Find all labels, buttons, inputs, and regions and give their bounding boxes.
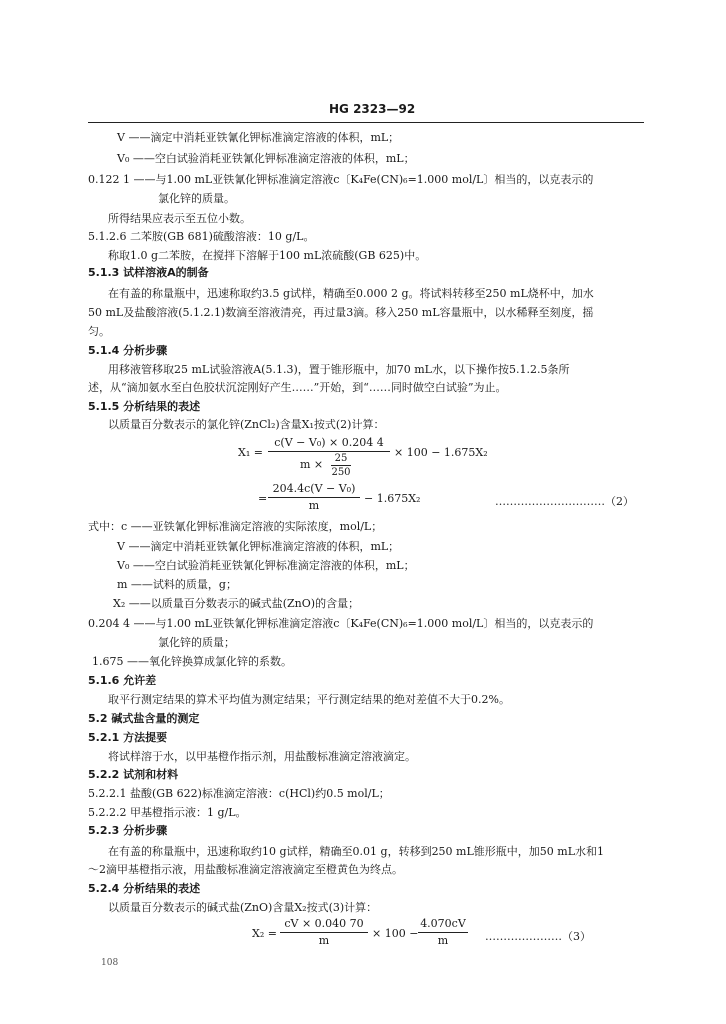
section-heading: 5.1.6 允许差 [88,674,157,687]
text-line: 用移液管移取25 mL试验溶液A(5.1.3)，置于锥形瓶中，加70 mL水，以下操作按5.1.2.5条所 [108,363,570,376]
eq-numerator: 4.070cV [420,917,466,930]
text-line: 在有盖的称量瓶中，迅速称取约3.5 g试样，精确至0.000 2 g。将试料转移至250 mL烧杯中，加水 [108,287,594,300]
text-line: 氯化锌的质量； [158,636,235,649]
eq-denominator: m [318,934,330,947]
eq-sub-numerator: 25 [334,453,348,464]
text-line: 匀。 [88,325,110,338]
eq-numerator: 204.4c(V − V₀) [272,482,356,495]
text-line: 在有盖的称量瓶中，迅速称取约10 g试样，精确至0.01 g，转移到250 mL锥形瓶中，加50 mL水和1 [108,845,605,858]
section-heading: 5.2 碱式盐含量的测定 [88,712,200,725]
text-line: 1.675 ——氧化锌换算成氯化锌的系数。 [92,655,292,668]
text-line: 以质量百分数表示的氯化锌(ZnCl₂)含量X₁按式(2)计算： [108,418,385,431]
fraction-bar [268,497,360,498]
eq-lhs: X₁ = [238,446,263,459]
eq-numerator: c(V − V₀) × 0.204 4 [274,436,384,449]
section-heading: 5.1.2.6 二苯胺(GB 681)硫酸溶液：10 g/L。 [88,230,315,243]
text-line: 述，从“滴加氨水至白色胶状沉淀刚好产生……”开始，到“……同时做空白试验”为止。 [88,381,507,394]
equation-number: …………………………（2） [495,495,634,508]
text-line: m ——试料的质量，g； [117,578,237,591]
header-rule [88,122,644,123]
text-line: 5.2.2.1 盐酸(GB 622)标准滴定溶液：c(HCl)约0.5 mol/L； [88,787,390,800]
section-heading: 5.2.1 方法提要 [88,731,168,744]
text-line: 0.122 1 ——与1.00 mL亚铁氰化钾标准滴定溶液c〔K₄Fe(CN)₆=1.000 mol/L〕相当的，以克表示的 [88,173,594,186]
section-heading: 5.2.2 试剂和材料 [88,768,179,781]
text-line: ～2滴甲基橙指示液，用盐酸标准滴定溶液滴定至橙黄色为终点。 [88,863,403,876]
document-header: HG 2323—92 [329,102,416,116]
eq-tail: − 1.675X₂ [364,492,421,505]
text-line: 5.2.2.2 甲基橙指示液：1 g/L。 [88,806,247,819]
page-number: 108 [101,958,119,968]
section-heading: 5.1.4 分析步骤 [88,344,168,357]
fraction-bar [418,932,468,933]
text-line: V₀ ——空白试验消耗亚铁氰化钾标准滴定溶液的体积，mL； [117,152,415,165]
section-heading: 5.1.3 试样溶液A的制备 [88,266,209,279]
text-line: 50 mL及盐酸溶液(5.1.2.1)数滴至溶液清亮，再过量3滴。移入250 mL容量瓶中，以水稀释至刻度，摇 [88,306,594,319]
eq-lhs: = [258,492,268,505]
text-line: V₀ ——空白试验消耗亚铁氰化钾标准滴定溶液的体积，mL； [117,559,415,572]
text-line: 所得结果应表示至五位小数。 [108,212,251,225]
text-line: V ——滴定中消耗亚铁氰化钾标准滴定溶液的体积，mL； [117,540,400,553]
text-line: 以质量百分数表示的碱式盐(ZnO)含量X₂按式(3)计算： [108,901,378,914]
section-heading: 5.2.3 分析步骤 [88,824,168,837]
text-line: 0.204 4 ——与1.00 mL亚铁氰化钾标准滴定溶液c〔K₄Fe(CN)₆=1.000 mol/L〕相当的，以克表示的 [88,617,594,630]
eq-mid: × 100 − [372,927,419,940]
equation-number: …………………（3） [485,930,591,943]
fraction-bar [280,932,368,933]
eq-lhs: X₂ = [252,927,277,940]
text-line: 式中：c ——亚铁氰化钾标准滴定溶液的实际浓度，mol/L； [88,520,383,533]
section-heading: 5.2.4 分析结果的表述 [88,882,201,895]
section-heading: 5.1.5 分析结果的表述 [88,400,201,413]
eq-sub-denominator: 250 [331,467,351,478]
text-line: 称取1.0 g二苯胺，在搅拌下溶解于100 mL浓硫酸(GB 625)中。 [108,249,427,262]
eq-tail: × 100 − 1.675X₂ [394,446,488,459]
eq-denominator: m [308,499,320,512]
eq-numerator: cV × 0.040 70 [284,917,364,930]
eq-denominator: m × [300,458,324,471]
text-line: 取平行测定结果的算术平均值为测定结果；平行测定结果的绝对差值不大于0.2%。 [108,693,510,706]
eq-denominator: m [437,934,449,947]
text-line: X₂ ——以质量百分数表示的碱式盐(ZnO)的含量； [113,597,360,610]
text-line: 氯化锌的质量。 [158,192,235,205]
text-line: 将试样溶于水，以甲基橙作指示剂，用盐酸标准滴定溶液滴定。 [108,750,416,763]
text-line: V ——滴定中消耗亚铁氰化钾标准滴定溶液的体积，mL； [117,131,400,144]
